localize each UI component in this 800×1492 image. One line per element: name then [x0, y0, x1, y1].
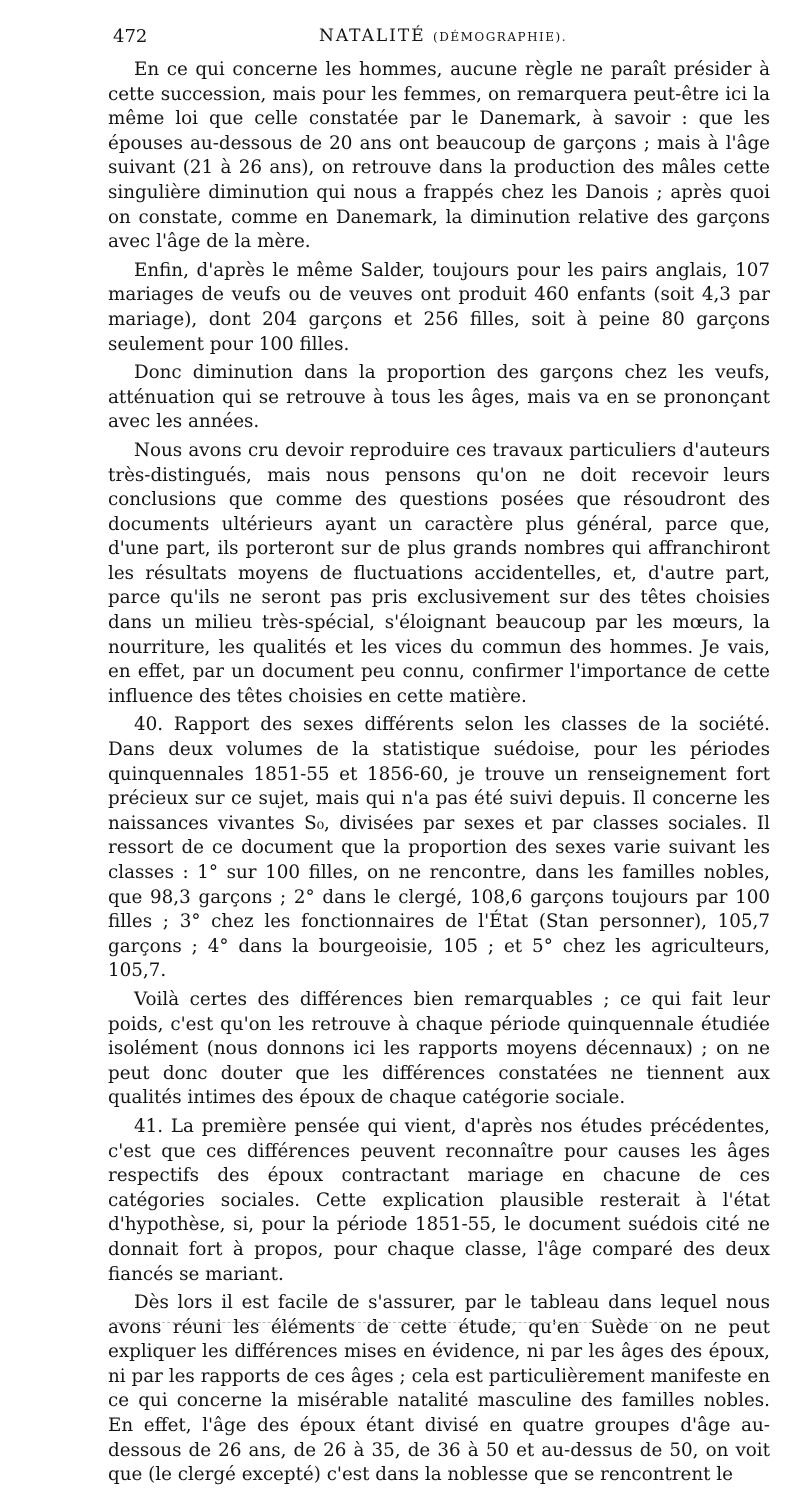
body-text	[108, 58, 770, 1492]
paragraph: En ce qui concerne les hommes, aucune règle ne paraît présider à cette succession, mais pour les femmes, on remarquera peut-être ici la même loi que celle constatée par le Danemark, à savoir : que les épouses au-dessous de 20 ans ont beaucoup de garçons ; mais à l'âge suivant (21 à 26 ans), on retrouve dans la production des mâles cette singulière diminution qui nous a frappés chez les Danois ; après quoi on constate, comme en Danemark, la diminution relative des garçons avec l'âge de la mère.	[108, 59, 770, 253]
running-title-main: NATALITÉ	[318, 26, 426, 46]
page-number: 472	[113, 26, 148, 47]
paragraph: Donc diminution dans la proportion des garçons chez les veufs, atténuation qui se retrouve à tous les âges, mais va en se prononçant avec les années.	[108, 362, 770, 433]
footer-rule	[112, 1322, 672, 1325]
section-41-paragraph: 41. La première pensée qui vient, d'après nos études précédentes, c'est que ces différences peuvent reconnaître pour causes les âges respectifs des époux contractant mariage en chacune de ces catégories sociales. Cette explication plausible resterait à l'état d'hypothèse, si, pour la période 1851-55, le document suédois cité ne donnait fort à propos, pour chaque classe, l'âge comparé des deux fiancés se mariant.	[108, 1115, 770, 1285]
running-title	[113, 26, 773, 46]
running-title-sub: (DÉMOGRAPHIE).	[433, 30, 568, 44]
paragraph: Nous avons cru devoir reproduire ces travaux particuliers d'auteurs très-distingués, mais nous pensons qu'on ne doit recevoir leurs conclusions que comme des questions posées que résoudront des documents ultérieurs ayant un caractère plus général, parce que, d'une part, ils porteront sur de plus grands nombres qui affranchiront les résultats moyens de fluctuations accidentelles, et, d'autre part, parce qu'ils ne seront pas pris exclusivement sur des têtes choisies dans un milieu très-spécial, s'éloignant beaucoup par les mœurs, la nourriture, les qualités et les vices du commun des hommes. Je vais, en effet, par un document peu connu, confirmer l'importance de cette influence des têtes choisies en cette matière.	[108, 439, 770, 707]
section-40-paragraph: 40. Rapport des sexes différents selon les classes de la société. Dans deux volumes de la statistique suédoise, pour les périodes quinquennales 1851-55 et 1856-60, je trouve un renseignement fort précieux sur ce sujet, mais qui n'a pas été suivi depuis. Il concerne les naissances vivantes S₀, divisées par sexes et par classes sociales. Il ressort de ce document que la proportion des sexes varie suivant les classes : 1° sur 100 filles, on ne rencontre, dans les familles nobles, que 98,3 garçons ; 2° dans le clergé, 108,6 garçons toujours par 100 filles ; 3° chez les fonctionnaires de l'État (Stan personner), 105,7 garçons ; 4° dans la bourgeoisie, 105 ; et 5° chez les agriculteurs, 105,7.	[108, 714, 770, 982]
paragraph: Enfin, d'après le même Salder, toujours pour les pairs anglais, 107 mariages de veufs ou de veuves ont produit 460 enfants (soit 4,3 par mariage), dont 204 garçons et 256 filles, soit à peine 80 garçons seulement pour 100 filles.	[108, 259, 770, 355]
paragraph: Dès lors il est facile de s'assurer, par le tableau dans lequel nous avons réuni les éléments de cette étude, qu'en Suède on ne peut expliquer les différences mises en évidence, ni par les âges des époux, ni par les rapports de ces âges ; cela est particulièrement manifeste en ce qui concerne la misérable natalité masculine des familles nobles. En effet, l'âge des époux étant divisé en quatre groupes d'âge au-dessous de 26 ans, de 26 à 35, de 36 à 50 et au-dessus de 50, on voit que (le clergé excepté) c'est dans la noblesse que se rencontrent le	[108, 1292, 770, 1486]
paragraph: Voilà certes des différences bien remarquables ; ce qui fait leur poids, c'est qu'on les retrouve à chaque période quinquennale étudiée isolément (nous donnons ici les rapports moyens décennaux) ; on ne peut donc douter que les différences constatées ne tiennent aux qualités intimes des époux de chaque catégorie sociale.	[108, 988, 770, 1109]
running-header	[113, 26, 773, 56]
